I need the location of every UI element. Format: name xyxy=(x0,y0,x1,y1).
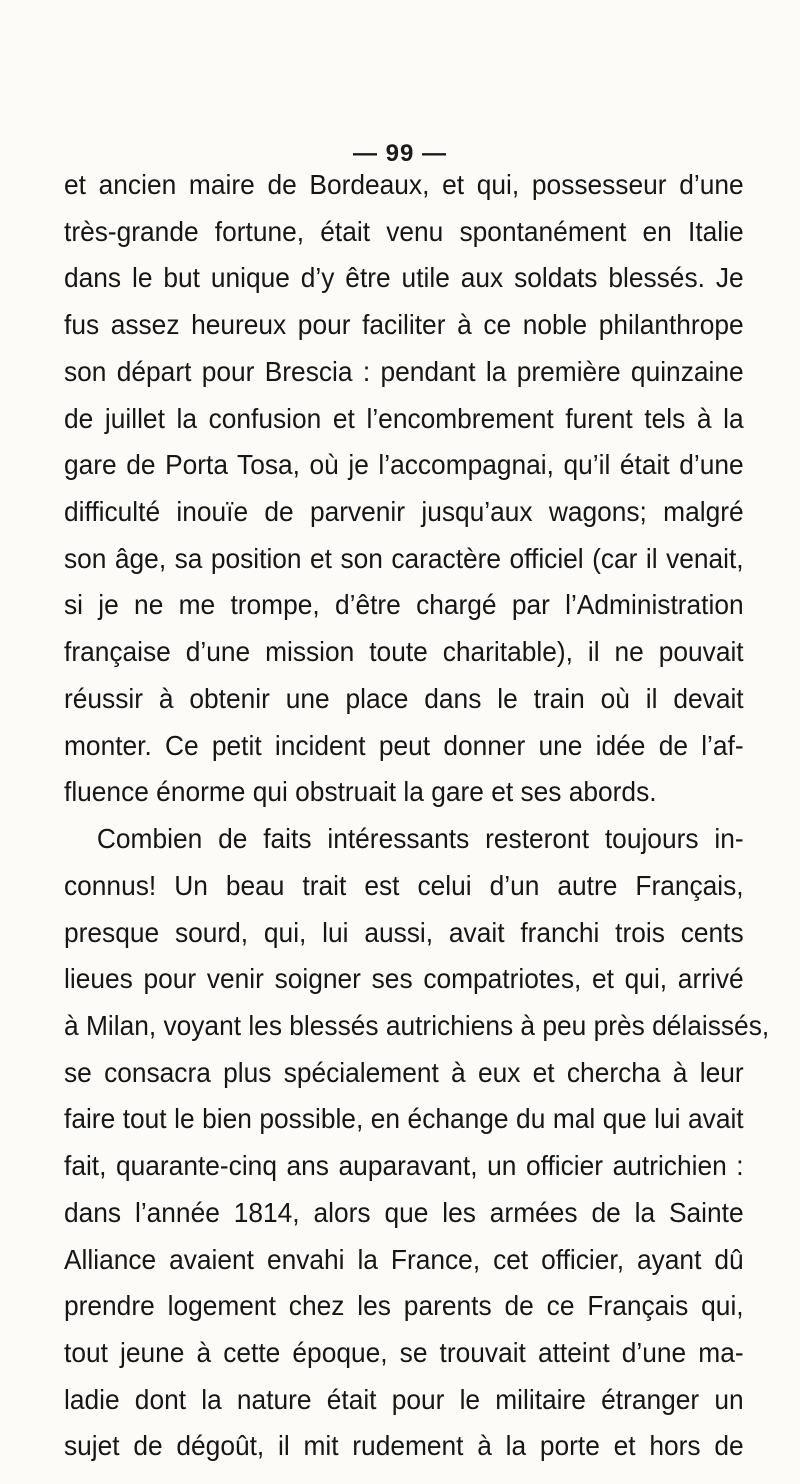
text-line: faire tout le bien possible, en échange du mal que lui avait xyxy=(64,1103,744,1135)
text-line: son départ pour Brescia : pendant la première quinzaine xyxy=(64,355,744,387)
text-line: très-grande fortune, était venu spontanément en Italie xyxy=(64,215,744,247)
text-line: se consacra plus spécialement à eux et chercha à leur xyxy=(64,1056,744,1088)
text-line: ladie dont la nature était pour le militaire étranger un xyxy=(64,1383,744,1415)
text-line: lieues pour venir soigner ses compatriotes, et qui, arrivé xyxy=(64,963,744,995)
text-line: fluence énorme qui obstruait la gare et ses abords. xyxy=(64,776,657,808)
text-line: à Milan, voyant les blessés autrichiens à peu près délaissés, xyxy=(64,1009,770,1041)
text-line: fait, quarante-cinq ans auparavant, un officier autrichien : xyxy=(64,1150,744,1182)
text-line: et ancien maire de Bordeaux, et qui, possesseur d’une xyxy=(64,169,744,200)
paragraph-first-line: Combien de faits intéressants resteront toujours in- xyxy=(96,823,744,855)
text-line: son âge, sa position et son caractère officiel (car il venait, xyxy=(64,542,744,574)
page-number-header: — 99 — xyxy=(352,140,448,167)
text-line: fus assez heureux pour faciliter à ce noble philanthrope xyxy=(64,309,744,341)
text-line: dans le but unique d’y être utile aux soldats blessés. Je xyxy=(64,262,744,294)
text-line: sujet de dégoût, il mit rudement à la porte et hors de xyxy=(64,1430,744,1462)
text-line: de juillet la confusion et l’encombrement furent tels à la xyxy=(64,402,744,434)
body-text xyxy=(64,162,770,1470)
text-line: gare de Porta Tosa, où je l’accompagnai, qu’il était d’une xyxy=(64,449,744,481)
text-line: difficulté inouïe de parvenir jusqu’aux wagons; malgré xyxy=(64,496,744,528)
text-line: réussir à obtenir une place dans le train où il devait xyxy=(64,682,744,714)
text-line: tout jeune à cette époque, se trouvait atteint d’une ma- xyxy=(64,1336,744,1368)
text-line: prendre logement chez les parents de ce Français qui, xyxy=(64,1290,744,1322)
text-line: connus! Un beau trait est celui d’un autre Français, xyxy=(64,869,744,901)
text-line: dans l’année 1814, alors que les armées de la Sainte xyxy=(64,1196,744,1228)
text-line: si je ne me trompe, d’être chargé par l’Administration xyxy=(64,589,744,621)
text-line: Alliance avaient envahi la France, cet officier, ayant dû xyxy=(64,1243,744,1275)
text-line: monter. Ce petit incident peut donner une idée de l’af- xyxy=(64,729,744,761)
text-line: presque sourd, qui, lui aussi, avait franchi trois cents xyxy=(64,916,744,948)
text-line: française d’une mission toute charitable), il ne pouvait xyxy=(64,636,744,668)
